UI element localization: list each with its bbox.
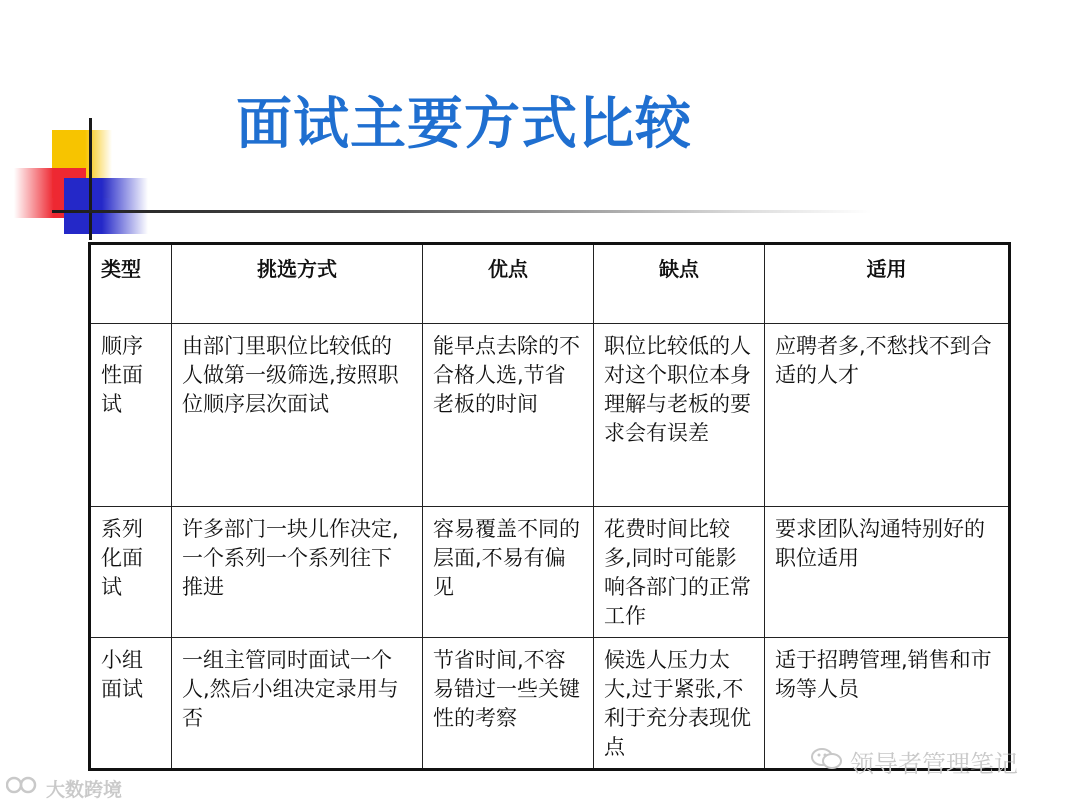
cell-pros: 容易覆盖不同的层面,不易有偏见 xyxy=(423,507,594,638)
cell-applicable: 应聘者多,不愁找不到合适的人才 xyxy=(765,324,1010,507)
cell-cons: 候选人压力太大,过于紧张,不利于充分表现优点 xyxy=(594,638,765,770)
cell-method: 由部门里职位比较低的人做第一级筛选,按照职位顺序层次面试 xyxy=(172,324,423,507)
cell-cons: 花费时间比较多,同时可能影响各部门的正常工作 xyxy=(594,507,765,638)
header-cell-method: 挑选方式 xyxy=(172,244,423,324)
header-cell-pros: 优点 xyxy=(423,244,594,324)
table-header-row xyxy=(90,244,1010,324)
watermark-left-text: 大数跨境 xyxy=(46,779,123,801)
cell-method: 许多部门一块儿作决定,一个系列一个系列往下推进 xyxy=(172,507,423,638)
decor-horizontal-line xyxy=(52,210,872,213)
slide-title: 面试主要方式比较 xyxy=(236,92,692,157)
decor-vertical-line xyxy=(89,118,92,240)
logo-icon xyxy=(6,774,40,801)
watermark-right-text: 领导者管理笔记 xyxy=(850,750,1018,778)
table-row xyxy=(90,324,1010,507)
cell-type: 顺序性面试 xyxy=(90,324,172,507)
decor-blue-square xyxy=(64,178,148,234)
watermark-left xyxy=(6,774,122,802)
cell-type: 系列化面试 xyxy=(90,507,172,638)
cell-method: 一组主管同时面试一个人,然后小组决定录用与否 xyxy=(172,638,423,770)
cell-type: 小组面试 xyxy=(90,638,172,770)
cell-pros: 节省时间,不容易错过一些关键性的考察 xyxy=(423,638,594,770)
comparison-table xyxy=(88,242,1011,771)
cell-cons: 职位比较低的人对这个职位本身理解与老板的要求会有误差 xyxy=(594,324,765,507)
cell-applicable: 要求团队沟通特别好的职位适用 xyxy=(765,507,1010,638)
table-row xyxy=(90,507,1010,638)
cell-applicable: 适于招聘管理,销售和市场等人员 xyxy=(765,638,1010,770)
watermark-right xyxy=(810,744,1018,779)
header-cell-type: 类型 xyxy=(90,244,172,324)
wechat-icon xyxy=(810,746,844,778)
header-cell-cons: 缺点 xyxy=(594,244,765,324)
cell-pros: 能早点去除的不合格人选,节省老板的时间 xyxy=(423,324,594,507)
header-cell-applicable: 适用 xyxy=(765,244,1010,324)
